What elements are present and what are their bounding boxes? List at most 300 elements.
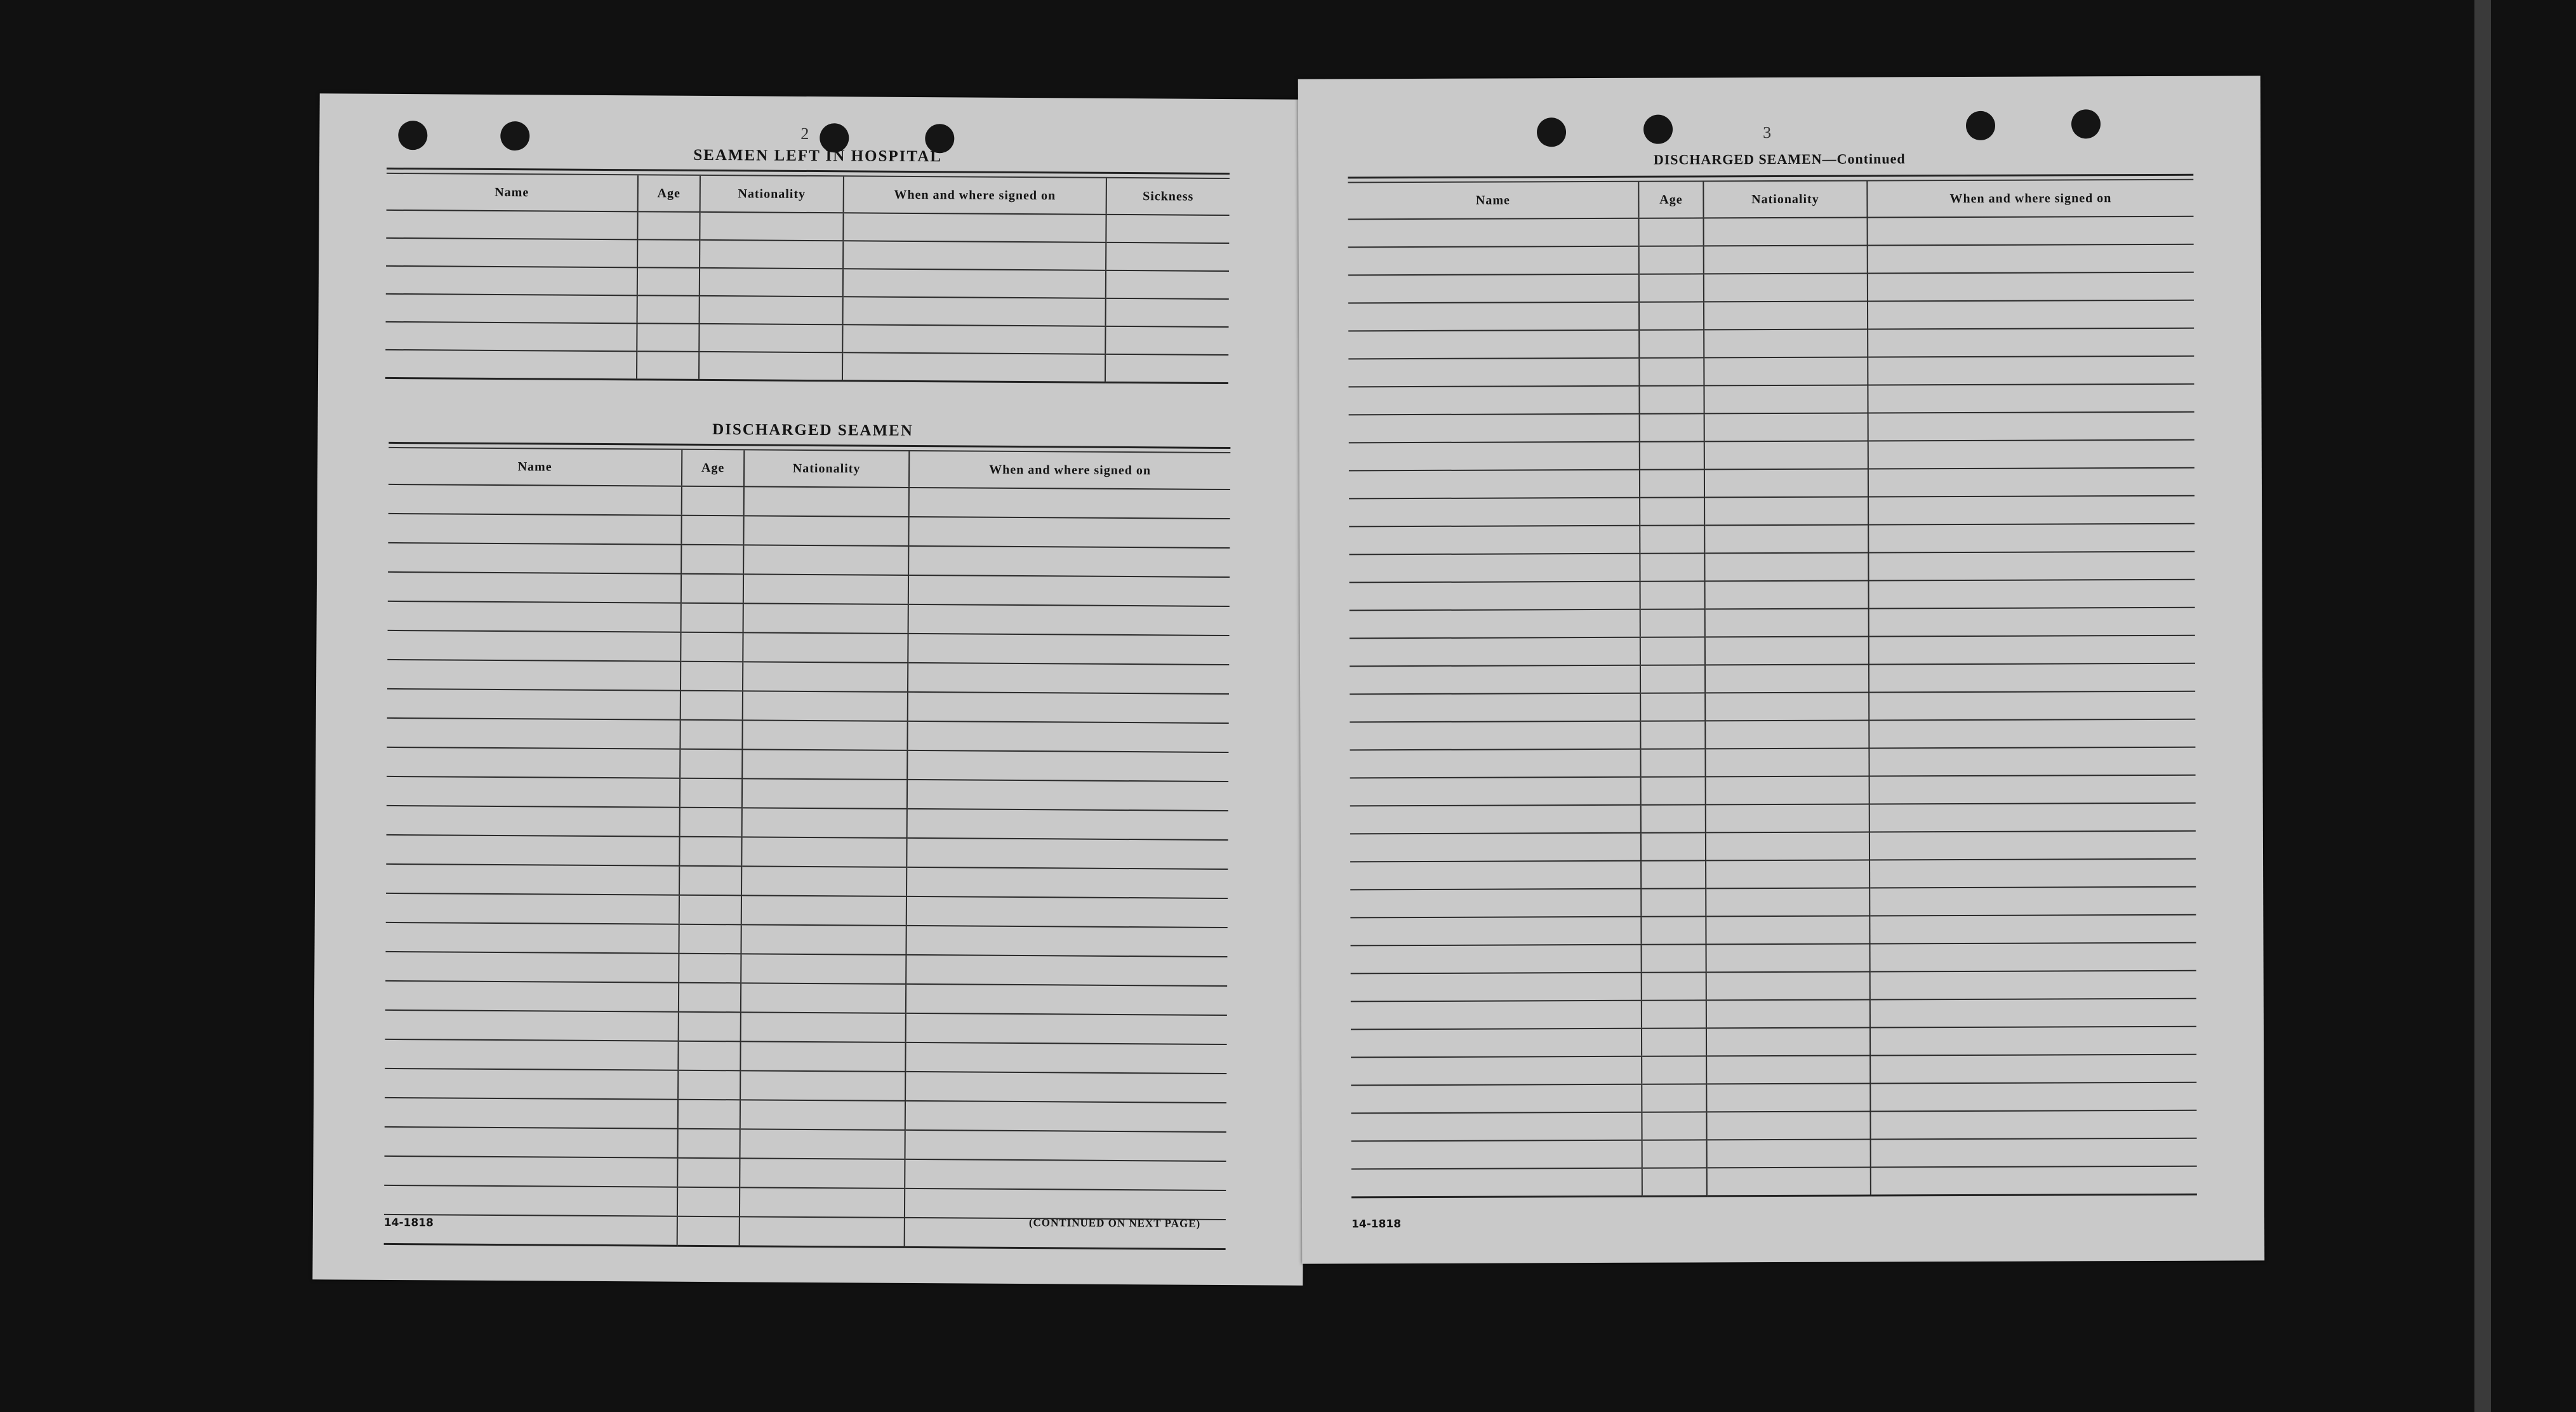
blank-cell bbox=[1869, 831, 2196, 860]
blank-cell bbox=[906, 838, 1228, 869]
table-row bbox=[386, 893, 1228, 928]
blank-cell bbox=[742, 749, 907, 780]
blank-cell bbox=[741, 954, 906, 984]
blank-cell bbox=[1868, 328, 2194, 357]
column-header-age: Age bbox=[638, 175, 700, 212]
blank-cell bbox=[1642, 944, 1706, 972]
blank-cell bbox=[681, 662, 743, 691]
table-row bbox=[1348, 244, 2194, 276]
blank-cell bbox=[905, 1159, 1226, 1190]
blank-cell bbox=[1706, 1000, 1870, 1029]
blank-cell bbox=[387, 776, 680, 808]
blank-cell bbox=[677, 1216, 740, 1246]
blank-cell bbox=[387, 689, 681, 720]
column-header-signed-on: When and where signed on bbox=[909, 451, 1230, 490]
table-row bbox=[1350, 580, 2195, 611]
column-header-age: Age bbox=[682, 450, 744, 487]
blank-cell bbox=[1640, 581, 1705, 609]
blank-cell bbox=[908, 546, 1230, 577]
table-row bbox=[1350, 775, 2196, 806]
blank-cell bbox=[1869, 887, 2196, 916]
table-row bbox=[1350, 636, 2195, 667]
blank-cell bbox=[677, 1187, 740, 1217]
blank-cell bbox=[385, 1098, 678, 1129]
blank-cell bbox=[1350, 665, 1640, 695]
blank-cell bbox=[1349, 442, 1640, 471]
page-number: 3 bbox=[1762, 123, 1772, 142]
discharged-table bbox=[384, 448, 1231, 1250]
blank-cell bbox=[1704, 441, 1868, 470]
blank-cell bbox=[743, 545, 908, 575]
blank-cell bbox=[388, 514, 681, 545]
column-header-nationality: Nationality bbox=[744, 450, 909, 488]
blank-cell bbox=[637, 239, 700, 268]
table-row bbox=[386, 835, 1228, 869]
blank-cell bbox=[680, 808, 742, 837]
table-row bbox=[1350, 747, 2195, 778]
blank-cell bbox=[1868, 468, 2194, 497]
blank-cell bbox=[386, 266, 637, 295]
blank-cell bbox=[384, 1185, 677, 1216]
blank-cell bbox=[1869, 803, 2196, 832]
table-row bbox=[385, 1039, 1226, 1074]
blank-cell bbox=[700, 212, 843, 241]
blank-cell bbox=[1350, 833, 1641, 862]
blank-cell bbox=[1351, 973, 1642, 1002]
blank-cell bbox=[1642, 1112, 1706, 1140]
blank-cell bbox=[388, 601, 681, 632]
blank-cell bbox=[1350, 637, 1640, 667]
discharged-continued-table bbox=[1348, 180, 2197, 1199]
blank-cell bbox=[679, 1012, 741, 1042]
blank-cell bbox=[387, 747, 680, 778]
blank-cell bbox=[1350, 917, 1641, 946]
table-row bbox=[385, 922, 1227, 957]
blank-cell bbox=[678, 1100, 740, 1129]
blank-cell bbox=[908, 634, 1229, 665]
blank-cell bbox=[1640, 441, 1704, 469]
blank-cell bbox=[1642, 1084, 1706, 1112]
blank-cell bbox=[1868, 216, 2194, 246]
blank-cell bbox=[843, 241, 1106, 270]
blank-cell bbox=[1706, 972, 1870, 1001]
table-row bbox=[384, 1127, 1226, 1161]
blank-cell bbox=[1348, 218, 1639, 248]
blank-cell bbox=[1870, 999, 2196, 1028]
blank-cell bbox=[1706, 776, 1869, 805]
table-row bbox=[386, 864, 1228, 898]
blank-cell bbox=[905, 1189, 1226, 1220]
blank-cell bbox=[741, 983, 906, 1013]
punch-hole bbox=[2071, 109, 2101, 138]
table-row bbox=[1349, 552, 2194, 583]
blank-cell bbox=[743, 691, 908, 721]
column-header-name: Name bbox=[388, 448, 682, 486]
blank-cell bbox=[1869, 608, 2195, 637]
blank-cell bbox=[1706, 944, 1870, 973]
table-row bbox=[1351, 1166, 2197, 1197]
hospital-section-title: SEAMEN LEFT IN HOSPITAL bbox=[693, 146, 943, 166]
blank-cell bbox=[908, 517, 1230, 548]
blank-cell bbox=[909, 488, 1230, 519]
blank-cell bbox=[1639, 302, 1704, 330]
blank-cell bbox=[1869, 719, 2195, 749]
blank-cell bbox=[1348, 274, 1639, 303]
blank-cell bbox=[1348, 330, 1639, 359]
blank-cell bbox=[385, 981, 679, 1012]
blank-cell bbox=[1868, 244, 2194, 274]
blank-cell bbox=[1704, 469, 1868, 498]
blank-cell bbox=[905, 1072, 1226, 1103]
table-row bbox=[1350, 915, 2196, 946]
table-row bbox=[1349, 524, 2194, 555]
blank-cell bbox=[843, 296, 1106, 326]
blank-cell bbox=[637, 323, 699, 352]
blank-cell bbox=[1351, 945, 1642, 974]
blank-cell bbox=[1706, 832, 1869, 861]
blank-cell bbox=[1704, 218, 1868, 246]
blank-cell bbox=[1870, 1055, 2196, 1084]
blank-cell bbox=[1706, 1084, 1870, 1112]
blank-cell bbox=[1706, 888, 1869, 917]
blank-cell bbox=[741, 837, 906, 867]
blank-cell bbox=[1868, 496, 2194, 525]
blank-cell bbox=[1350, 861, 1641, 890]
blank-cell bbox=[743, 632, 908, 663]
blank-cell bbox=[1348, 246, 1639, 276]
blank-cell bbox=[1348, 302, 1639, 331]
table-row bbox=[1350, 887, 2196, 918]
blank-cell bbox=[906, 984, 1227, 1015]
blank-cell bbox=[1350, 582, 1640, 611]
continued-note: (CONTINUED ON NEXT PAGE) bbox=[1028, 1216, 1201, 1230]
blank-cell bbox=[1351, 1168, 1642, 1197]
blank-cell bbox=[679, 837, 741, 867]
table-row bbox=[384, 1156, 1226, 1190]
blank-cell bbox=[743, 516, 908, 546]
blank-cell bbox=[387, 630, 681, 662]
table-row bbox=[1350, 663, 2195, 695]
blank-cell bbox=[681, 516, 743, 545]
blank-cell bbox=[1704, 357, 1868, 386]
blank-cell bbox=[1705, 609, 1869, 637]
blank-cell bbox=[678, 1041, 740, 1071]
blank-cell bbox=[1868, 384, 2194, 413]
blank-cell bbox=[906, 896, 1228, 928]
blank-cell bbox=[1869, 691, 2195, 721]
page-number: 2 bbox=[800, 124, 809, 143]
blank-cell bbox=[1868, 272, 2194, 302]
blank-cell bbox=[1106, 270, 1229, 299]
blank-cell bbox=[1870, 971, 2196, 1000]
table-row bbox=[1348, 216, 2194, 248]
table-row bbox=[1350, 803, 2196, 834]
blank-cell bbox=[679, 895, 741, 925]
blank-cell bbox=[1704, 497, 1868, 526]
blank-cell bbox=[1350, 721, 1640, 750]
table-row bbox=[1351, 1110, 2196, 1142]
blank-cell bbox=[679, 924, 741, 954]
blank-cell bbox=[1348, 386, 1639, 415]
blank-cell bbox=[1641, 832, 1706, 860]
blank-cell bbox=[1868, 440, 2194, 469]
blank-cell bbox=[1704, 413, 1868, 442]
blank-cell bbox=[1642, 1028, 1706, 1056]
blank-cell bbox=[1350, 889, 1641, 918]
blank-cell bbox=[1705, 581, 1869, 609]
table-row bbox=[1348, 328, 2194, 359]
blank-cell bbox=[1351, 1084, 1642, 1114]
blank-cell bbox=[906, 926, 1227, 957]
table-row bbox=[387, 776, 1228, 811]
blank-cell bbox=[1706, 1112, 1870, 1140]
blank-cell bbox=[740, 1041, 905, 1072]
column-header-sickness: Sickness bbox=[1106, 178, 1230, 215]
blank-cell bbox=[1707, 1140, 1871, 1168]
blank-cell bbox=[1639, 330, 1704, 357]
column-header-signed-on: When and where signed on bbox=[844, 176, 1106, 215]
blank-cell bbox=[682, 486, 744, 516]
table-row bbox=[388, 484, 1230, 519]
blank-cell bbox=[1351, 1029, 1642, 1058]
blank-cell bbox=[680, 749, 742, 779]
discharged-section-title: DISCHARGED SEAMEN bbox=[712, 421, 913, 439]
blank-cell bbox=[681, 545, 743, 575]
table-row bbox=[387, 806, 1228, 840]
blank-cell bbox=[699, 324, 842, 352]
blank-cell bbox=[905, 1042, 1226, 1074]
hospital-table bbox=[385, 174, 1230, 384]
blank-cell bbox=[637, 211, 700, 240]
table-row bbox=[1351, 971, 2196, 1002]
blank-cell bbox=[907, 809, 1228, 840]
blank-cell bbox=[742, 808, 907, 838]
table-row bbox=[1348, 384, 2194, 415]
blank-cell bbox=[679, 983, 741, 1013]
blank-cell bbox=[1349, 470, 1640, 499]
table-row bbox=[385, 1098, 1226, 1132]
table-row bbox=[388, 514, 1230, 548]
blank-cell bbox=[1349, 414, 1640, 443]
blank-cell bbox=[385, 922, 679, 954]
blank-cell bbox=[741, 1012, 906, 1042]
blank-cell bbox=[905, 1130, 1226, 1161]
table-row bbox=[385, 350, 1228, 383]
blank-cell bbox=[1642, 1056, 1706, 1084]
blank-cell bbox=[1349, 498, 1640, 527]
table-row bbox=[1351, 1027, 2196, 1058]
blank-cell bbox=[637, 295, 700, 324]
blank-cell bbox=[387, 718, 680, 749]
blank-cell bbox=[1869, 663, 2195, 693]
blank-cell bbox=[637, 351, 699, 380]
blank-cell bbox=[386, 210, 637, 239]
blank-cell bbox=[1706, 1056, 1870, 1084]
blank-cell bbox=[741, 866, 906, 896]
blank-cell bbox=[1705, 665, 1869, 693]
table-row bbox=[1350, 691, 2195, 723]
blank-cell bbox=[906, 1013, 1227, 1044]
punch-hole bbox=[1537, 117, 1566, 147]
blank-cell bbox=[1350, 609, 1640, 639]
blank-cell bbox=[1868, 356, 2194, 385]
table-row bbox=[387, 689, 1229, 723]
blank-cell bbox=[1868, 300, 2194, 330]
blank-cell bbox=[1641, 860, 1706, 888]
blank-cell bbox=[742, 720, 907, 750]
blank-cell bbox=[740, 1216, 905, 1247]
blank-cell bbox=[1641, 916, 1706, 944]
blank-cell bbox=[677, 1129, 740, 1159]
blank-cell bbox=[1706, 860, 1869, 889]
table-row bbox=[1351, 1138, 2197, 1169]
table-row bbox=[388, 601, 1230, 636]
blank-cell bbox=[1640, 497, 1704, 525]
blank-cell bbox=[1640, 609, 1705, 637]
table-row bbox=[1349, 468, 2194, 499]
blank-cell bbox=[700, 296, 843, 324]
blank-cell bbox=[743, 574, 908, 604]
blank-cell bbox=[1639, 385, 1704, 413]
table-row bbox=[385, 981, 1227, 1015]
blank-cell bbox=[1870, 1082, 2196, 1112]
left-page bbox=[312, 93, 1310, 1285]
blank-cell bbox=[1707, 1168, 1871, 1196]
blank-cell bbox=[1106, 298, 1229, 327]
blank-cell bbox=[741, 895, 906, 926]
table-row bbox=[1351, 1055, 2196, 1086]
blank-cell bbox=[1706, 916, 1869, 945]
blank-cell bbox=[1870, 943, 2196, 972]
table-row bbox=[385, 952, 1227, 986]
blank-cell bbox=[1704, 274, 1868, 302]
blank-cell bbox=[700, 240, 843, 269]
blank-cell bbox=[388, 484, 682, 516]
blank-cell bbox=[678, 1070, 740, 1100]
table-row bbox=[1349, 412, 2194, 443]
table-row bbox=[1351, 943, 2196, 974]
blank-cell bbox=[1640, 749, 1705, 776]
table-row bbox=[1350, 831, 2196, 862]
column-header-name: Name bbox=[387, 174, 638, 211]
blank-cell bbox=[385, 1039, 678, 1070]
blank-cell bbox=[386, 893, 679, 924]
blank-cell bbox=[1350, 777, 1641, 806]
blank-cell bbox=[908, 692, 1229, 723]
blank-cell bbox=[1642, 1000, 1706, 1028]
blank-cell bbox=[1705, 693, 1869, 721]
blank-cell bbox=[388, 543, 681, 574]
blank-cell bbox=[385, 350, 637, 380]
column-header-nationality: Nationality bbox=[700, 176, 844, 213]
blank-cell bbox=[385, 1010, 679, 1041]
blank-cell bbox=[680, 720, 742, 750]
blank-cell bbox=[1706, 1028, 1870, 1056]
table-row bbox=[1348, 272, 2194, 303]
blank-cell bbox=[907, 721, 1228, 752]
blank-cell bbox=[385, 952, 679, 983]
blank-cell bbox=[1640, 721, 1705, 749]
blank-cell bbox=[680, 778, 742, 808]
table-row bbox=[1350, 859, 2196, 890]
blank-cell bbox=[1869, 859, 2196, 888]
blank-cell bbox=[1704, 385, 1868, 414]
blank-cell bbox=[740, 1187, 905, 1218]
blank-cell bbox=[907, 750, 1228, 782]
blank-cell bbox=[679, 866, 741, 896]
blank-cell bbox=[1349, 526, 1640, 555]
blank-cell bbox=[1106, 243, 1229, 271]
table-row bbox=[384, 1185, 1226, 1220]
blank-cell bbox=[1642, 1168, 1707, 1196]
blank-cell bbox=[386, 294, 637, 323]
blank-cell bbox=[386, 238, 637, 267]
blank-cell bbox=[842, 324, 1105, 354]
form-code: 14-1818 bbox=[1351, 1218, 1402, 1231]
blank-cell bbox=[1640, 525, 1704, 553]
blank-cell bbox=[700, 268, 843, 296]
title-rule bbox=[1348, 174, 2193, 179]
blank-cell bbox=[1869, 915, 2196, 944]
blank-cell bbox=[743, 662, 908, 692]
blank-cell bbox=[1348, 358, 1639, 387]
table-row bbox=[387, 747, 1228, 782]
blank-cell bbox=[386, 864, 679, 895]
blank-cell bbox=[384, 1127, 677, 1158]
blank-cell bbox=[1641, 888, 1706, 916]
blank-cell bbox=[1105, 354, 1228, 383]
column-header-signed-on: When and where signed on bbox=[1867, 180, 2193, 218]
blank-cell bbox=[677, 1158, 740, 1188]
blank-cell bbox=[1868, 552, 2194, 581]
blank-cell bbox=[1640, 413, 1704, 441]
table-row bbox=[1349, 496, 2194, 527]
blank-cell bbox=[1705, 637, 1869, 665]
blank-cell bbox=[906, 867, 1228, 898]
blank-cell bbox=[905, 1101, 1226, 1132]
blank-cell bbox=[1639, 246, 1704, 274]
table-row bbox=[1348, 300, 2194, 331]
scanner-edge-strip bbox=[2474, 0, 2491, 1412]
blank-cell bbox=[1705, 721, 1869, 749]
blank-cell bbox=[681, 691, 743, 721]
blank-cell bbox=[1350, 749, 1640, 778]
blank-cell bbox=[1640, 637, 1705, 665]
blank-cell bbox=[1639, 357, 1704, 385]
table-row bbox=[387, 630, 1229, 665]
blank-cell bbox=[681, 632, 743, 662]
blank-cell bbox=[387, 806, 680, 837]
blank-cell bbox=[388, 572, 681, 603]
blank-cell bbox=[384, 1156, 677, 1187]
blank-cell bbox=[1869, 580, 2195, 609]
blank-cell bbox=[385, 322, 637, 351]
blank-cell bbox=[1869, 636, 2195, 665]
blank-cell bbox=[740, 1100, 905, 1130]
column-header-name: Name bbox=[1348, 182, 1638, 220]
blank-cell bbox=[1706, 804, 1869, 833]
blank-cell bbox=[908, 663, 1229, 694]
blank-cell bbox=[1868, 524, 2194, 553]
table-row bbox=[385, 1069, 1226, 1103]
blank-cell bbox=[681, 574, 743, 604]
table-row bbox=[1350, 608, 2195, 639]
blank-cell bbox=[740, 1129, 905, 1159]
blank-cell bbox=[387, 660, 681, 691]
blank-cell bbox=[906, 955, 1227, 986]
blank-cell bbox=[1870, 1110, 2196, 1140]
blank-cell bbox=[681, 603, 743, 633]
